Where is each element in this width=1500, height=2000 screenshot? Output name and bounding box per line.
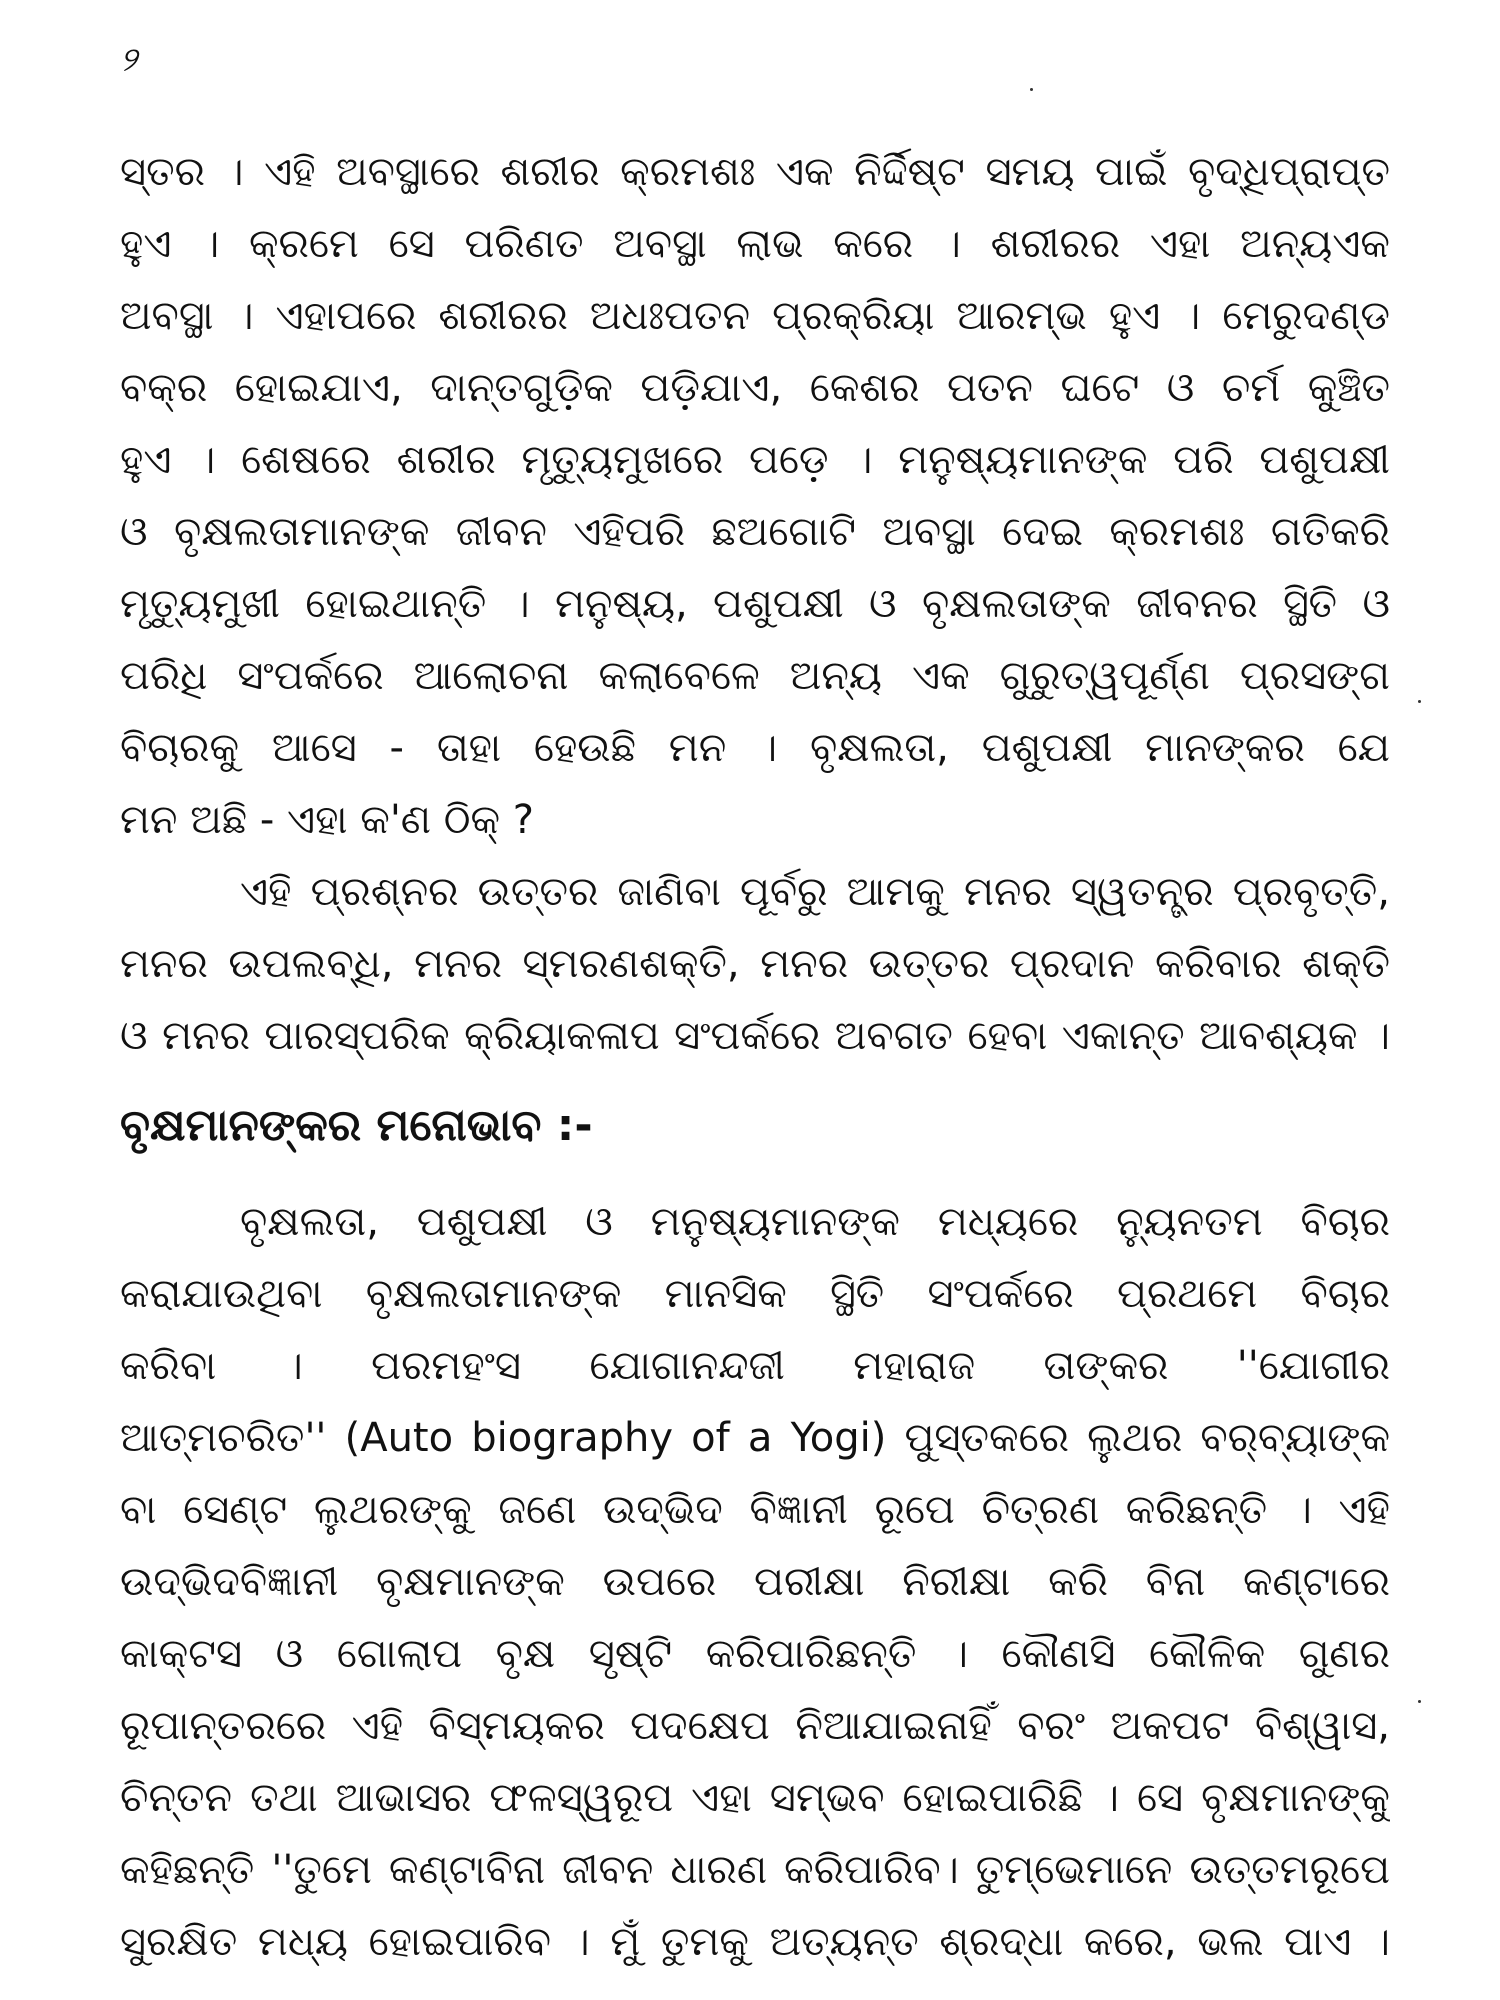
paragraph-2 — [120, 856, 1390, 1072]
paragraph-1 — [120, 136, 1390, 856]
text-line: ହୁଏ । ଶେଷରେ ଶରୀର ମୃତ୍ୟୁମୁଖରେ ପଡ଼େ । ମନୁଷ୍ୟମାନଙ୍କ ପରି ପଶୁପକ୍ଷୀ — [120, 437, 1390, 483]
text-line: ବା ସେଣ୍ଟ ଲୁଥରଙ୍କୁ ଜଣେ ଉଦ୍ଭିଦ ବିଜ୍ଞାନୀ ରୂପେ ଚିତ୍ରଣ କରିଛନ୍ତି । ଏହି — [120, 1487, 1390, 1533]
text-line: ସ୍ତର । ଏହି ଅବସ୍ଥାରେ ଶରୀର କ୍ରମଶଃ ଏକ ନିର୍ଦ୍ଦିଷ୍ଟ ସମୟ ପାଇଁ ବୃଦ୍ଧିପ୍ରାପ୍ତ — [120, 149, 1390, 195]
page-number: ୨ — [120, 40, 137, 80]
text-line: ଏହି ପ୍ରଶ୍ନର ଉତ୍ତର ଜାଣିବା ପୂର୍ବରୁ ଆମକୁ ମନର ସ୍ୱତନ୍ତ୍ର ପ୍ରବୃତ୍ତି, — [240, 869, 1390, 915]
scan-speck — [1418, 700, 1421, 703]
text-line: ମନ ଅଛି - ଏହା କ'ଣ ଠିକ୍ ? — [120, 797, 534, 843]
text-line: ଉଦ୍ଭିଦବିଜ୍ଞାନୀ ବୃକ୍ଷମାନଙ୍କ ଉପରେ ପରୀକ୍ଷା ନିରୀକ୍ଷା କରି ବିନା କଣ୍ଟାରେ — [120, 1559, 1390, 1605]
text-line: ହୁଏ । କ୍ରମେ ସେ ପରିଣତ ଅବସ୍ଥା ଲାଭ କରେ । ଶରୀରର ଏହା ଅନ୍ୟଏକ — [120, 221, 1390, 267]
text-line: ମନର ଉପଲବ୍ଧି, ମନର ସ୍ମରଣଶକ୍ତି, ମନର ଉତ୍ତର ପ୍ରଦାନ କରିବାର ଶକ୍ତି — [120, 941, 1390, 987]
text-line: ବକ୍ର ହୋଇଯାଏ, ଦାନ୍ତଗୁଡ଼ିକ ପଡ଼ିଯାଏ, କେଶର ପତନ ଘଟେ ଓ ଚର୍ମ କୁଞ୍ଚିତ — [120, 365, 1390, 411]
text-line: କାକ୍‌ଟସ ଓ ଗୋଲାପ ବୃକ୍ଷ ସୃଷ୍ଟି କରିପାରିଛନ୍ତି । କୌଣସି କୌଳିକ ଗୁଣର — [120, 1631, 1390, 1677]
text-line: ସୁରକ୍ଷିତ ମଧ୍ୟ ହୋଇପାରିବ । ମୁଁ ତୁମକୁ ଅତ୍ୟନ୍ତ ଶ୍ରଦ୍ଧା କରେ, ଭଲ ପାଏ । — [120, 1919, 1390, 1965]
paragraph-3 — [120, 1186, 1390, 1978]
text-line: ରୂପାନ୍ତରରେ ଏହି ବିସ୍ମୟକର ପଦକ୍ଷେପ ନିଆଯାଇନାହିଁ ବରଂ ଅକପଟ ବିଶ୍ୱାସ, — [120, 1703, 1390, 1749]
text-line: ପରିଧି ସଂପର୍କରେ ଆଲୋଚନା କଲାବେଳେ ଅନ୍ୟ ଏକ ଗୁରୁତ୍ୱପୂର୍ଣ୍ଣ ପ୍ରସଙ୍ଗ — [120, 653, 1390, 699]
text-line: ବୃକ୍ଷଲତା, ପଶୁପକ୍ଷୀ ଓ ମନୁଷ୍ୟମାନଙ୍କ ମଧ୍ୟରେ ନ୍ୟୁନତମ ବିଚାର — [240, 1199, 1390, 1245]
text-line: ଆତ୍ମଚରିତ'' (Auto biography of a Yogi) ପୁସ୍ତକରେ ଲୁଥର ବର୍‌ବ୍ୟାଙ୍କ — [120, 1415, 1390, 1461]
text-line: କହିଛନ୍ତି ''ତୁମେ କଣ୍ଟାବିନା ଜୀବନ ଧାରଣ କରିପାରିବ। ତୁମ୍ଭେମାନେ ଉତ୍ତମରୂପେ — [120, 1847, 1390, 1893]
text-line: ଓ ବୃକ୍ଷଲତାମାନଙ୍କ ଜୀବନ ଏହିପରି ଛଅଗୋଟି ଅବସ୍ଥା ଦେଇ କ୍ରମଶଃ ଗତିକରି — [120, 509, 1390, 555]
text-line: ବିଚାରକୁ ଆସେ - ତାହା ହେଉଛି ମନ । ବୃକ୍ଷଲତା, ପଶୁପକ୍ଷୀ ମାନଙ୍କର ଯେ — [120, 725, 1390, 771]
text-line: କରିବା । ପରମହଂସ ଯୋଗାନନ୍ଦଜୀ ମହାରାଜ ତାଙ୍କର ''ଯୋଗୀର — [120, 1343, 1390, 1389]
text-line: ଚିନ୍ତନ ତଥା ଆଭାସର ଫଳସ୍ୱରୂପ ଏହା ସମ୍ଭବ ହୋଇପାରିଛି । ସେ ବୃକ୍ଷମାନଙ୍କୁ — [120, 1775, 1390, 1821]
text-line: କରାଯାଉଥିବା ବୃକ୍ଷଲତାମାନଙ୍କ ମାନସିକ ସ୍ଥିତି ସଂପର୍କରେ ପ୍ରଥମେ ବିଚାର — [120, 1271, 1390, 1317]
text-line: ଓ ମନର ପାରସ୍ପରିକ କ୍ରିୟାକଳାପ ସଂପର୍କରେ ଅବଗତ ହେବା ଏକାନ୍ତ ଆବଶ୍ୟକ । — [120, 1013, 1390, 1059]
scan-speck — [1418, 1700, 1421, 1703]
text-line: ମୃତ୍ୟୁମୁଖୀ ହୋଇଥାନ୍ତି । ମନୁଷ୍ୟ, ପଶୁପକ୍ଷୀ ଓ ବୃକ୍ଷଲତାଙ୍କ ଜୀବନର ସ୍ଥିତି ଓ — [120, 581, 1390, 627]
text-line: ଅବସ୍ଥା । ଏହାପରେ ଶରୀରର ଅଧଃପତନ ପ୍ରକ୍ରିୟା ଆରମ୍ଭ ହୁଏ । ମେରୁଦଣ୍ଡ — [120, 293, 1390, 339]
section-heading: ବୃକ୍ଷମାନଙ୍କର ମନୋଭାବ :- — [120, 1100, 593, 1151]
scan-speck — [1030, 88, 1033, 91]
